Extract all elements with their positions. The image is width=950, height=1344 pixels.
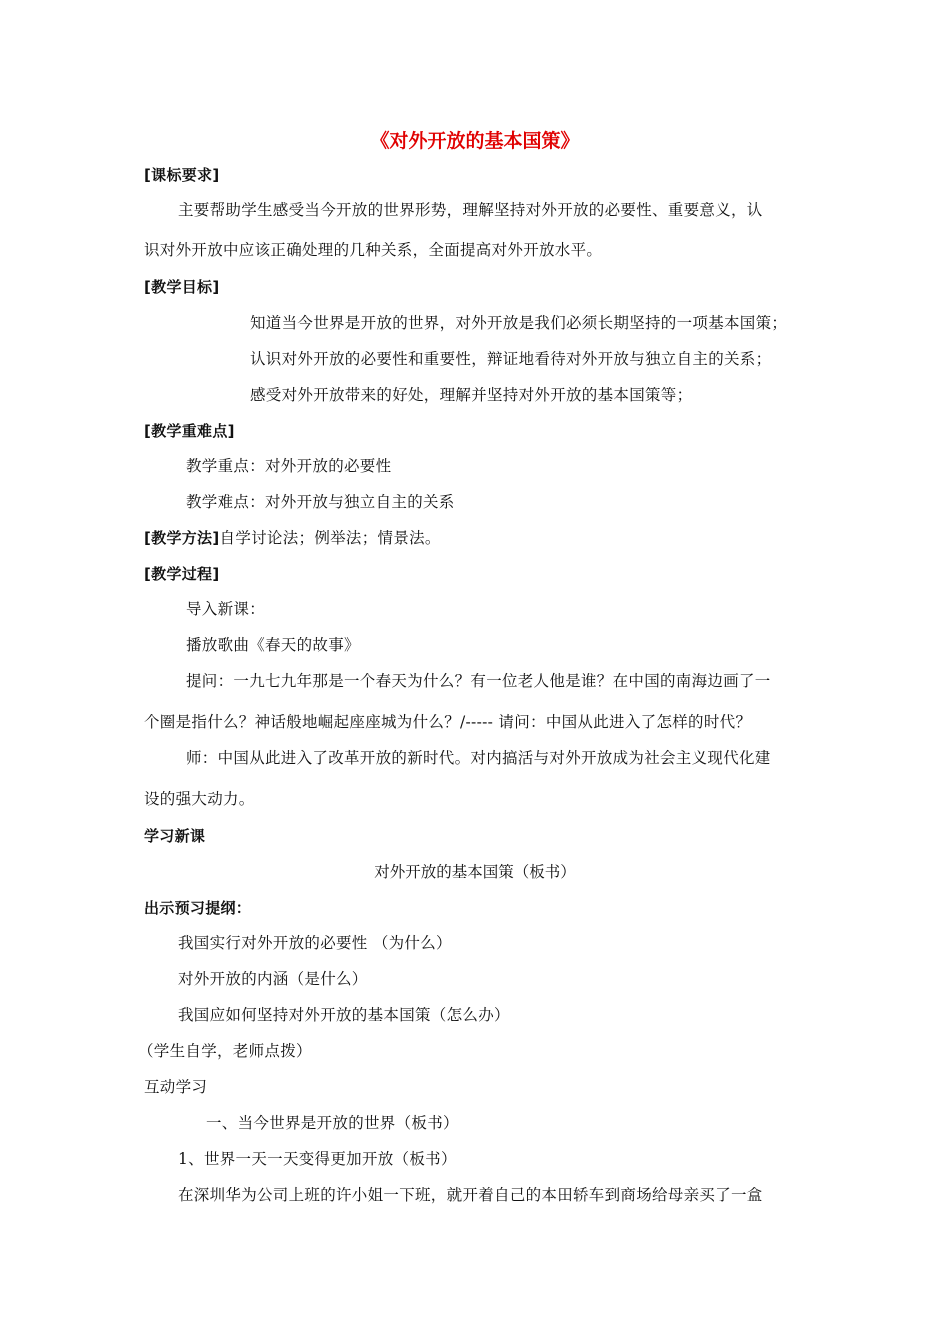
paragraph-line: 主要帮助学生感受当今开放的世界形势，理解坚持对外开放的必要性、重要意义，认 xyxy=(178,201,763,219)
subsection-title: 1、世界一天一天变得更加开放（板书） xyxy=(178,1150,457,1168)
objective-item: 知道当今世界是开放的世界，对外开放是我们必须长期坚持的一项基本国策； xyxy=(250,314,788,332)
section-heading-new-lesson: 学习新课 xyxy=(144,827,206,845)
outline-item: 我国应如何坚持对外开放的基本国策（怎么办） xyxy=(178,1006,510,1024)
key-point-item: 教学难点：对外开放与独立自主的关系 xyxy=(186,493,455,511)
section-heading-curriculum: [课标要求] xyxy=(144,166,220,184)
objective-item: 认识对外开放的必要性和重要性，辩证地看待对外开放与独立自主的关系； xyxy=(250,350,772,368)
outline-item: 我国实行对外开放的必要性 （为什么） xyxy=(178,934,452,952)
story-line: 在深圳华为公司上班的许小姐一下班，就开着自己的本田轿车到商场给母亲买了一盒 xyxy=(178,1186,763,1204)
interactive-heading: 互动学习 xyxy=(144,1078,208,1096)
teacher-line: 师：中国从此进入了改革开放的新时代。对内搞活与对外开放成为社会主义现代化建 xyxy=(186,749,771,767)
section-one-title: 一、当今世界是开放的世界（板书） xyxy=(206,1114,459,1132)
question-line: 个圈是指什么？神话般地崛起座座城为什么？/----- 请问：中国从此进入了怎样的时代？ xyxy=(144,713,752,731)
document-title: 《对外开放的基本国策》 xyxy=(370,130,580,152)
methods-text: 自学讨论法；例举法；情景法。 xyxy=(219,529,441,547)
section-heading-key-points: [教学重难点] xyxy=(144,422,235,440)
intro-line: 导入新课： xyxy=(186,600,266,618)
key-point-item: 教学重点：对外开放的必要性 xyxy=(186,457,392,475)
outline-item: 对外开放的内涵（是什么） xyxy=(178,970,368,988)
objective-item: 感受对外开放带来的好处，理解并坚持对外开放的基本国策等； xyxy=(250,386,693,404)
teacher-line: 设的强大动力。 xyxy=(144,790,255,808)
section-heading-methods: [教学方法] xyxy=(144,529,220,547)
board-title: 对外开放的基本国策（板书） xyxy=(374,863,576,881)
section-heading-process: [教学过程] xyxy=(144,565,220,583)
methods-line xyxy=(144,528,441,548)
song-line: 播放歌曲《春天的故事》 xyxy=(186,636,360,654)
paragraph-line: 识对外开放中应该正确处理的几种关系，全面提高对外开放水平。 xyxy=(144,241,603,259)
self-study-note: （学生自学，老师点拨） xyxy=(138,1042,312,1060)
section-heading-objectives: [教学目标] xyxy=(144,278,220,296)
question-line: 提问：一九七九年那是一个春天为什么？有一位老人他是谁？在中国的南海边画了一 xyxy=(186,672,771,690)
outline-heading: 出示预习提纲： xyxy=(144,899,252,917)
